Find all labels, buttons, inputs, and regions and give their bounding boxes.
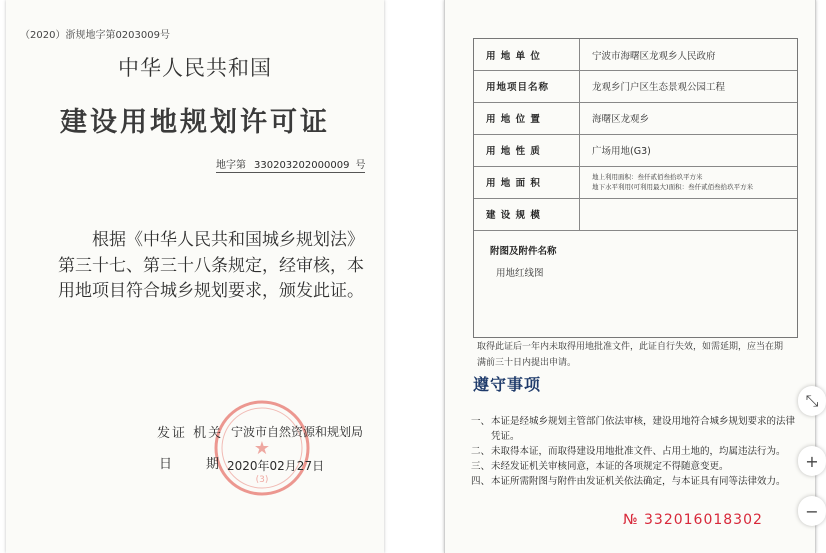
rule-item [471, 459, 801, 474]
rule-number: 三、 [471, 461, 491, 472]
doc-number: （2020）浙规地字第0203009号 [20, 30, 170, 41]
table-row [474, 39, 797, 71]
date-label-day: 日 [159, 457, 173, 472]
rule-item [471, 414, 801, 444]
plus-icon: + [805, 451, 819, 471]
date-label-period: 期 [206, 457, 220, 472]
issue-date: 2020年02月27日 [227, 459, 325, 473]
rules-title: 遵守事项 [473, 375, 542, 394]
table-row [474, 134, 797, 167]
area-line: 地下水平利用(可利用最大)面积：叁仟贰佰叁拾玖平方米 [592, 183, 754, 191]
table-row [474, 70, 797, 103]
cert-number-value: 330203202000009 [254, 160, 350, 171]
issuer-value: 宁波市自然资源和规划局 [231, 425, 364, 439]
certificate-left-page [6, 0, 384, 553]
rule-number: 一、 [471, 416, 491, 427]
rule-number: 二、 [471, 446, 491, 457]
certificate-number [216, 156, 365, 173]
table-key: 用 地 面 积 [474, 166, 580, 198]
zoom-out-button[interactable] [798, 496, 826, 526]
table-key: 建 设 规 模 [474, 198, 580, 230]
table-key: 用地项目名称 [474, 70, 580, 102]
table-value: 广场用地(G3) [592, 146, 651, 157]
fit-screen-button[interactable] [798, 386, 826, 416]
cert-prefix: 地字第 [216, 160, 246, 171]
certificate-body-text: 根据《中华人民共和国城乡规划法》第三十七、第三十八条规定，经审核，本用地项目符合城乡规划要求，颁发此证。 [58, 230, 364, 301]
rules-list [471, 414, 801, 489]
minus-icon: − [805, 501, 819, 521]
attachment-label: 附图及附件名称 [490, 246, 557, 257]
info-table [473, 38, 798, 338]
rule-number: 四、 [471, 476, 491, 487]
country-name: 中华人民共和国 [118, 56, 272, 80]
certificate-title: 建设用地规划许可证 [60, 107, 330, 138]
table-row [474, 166, 797, 199]
table-key: 用 地 位 置 [474, 102, 580, 134]
svg-text:★: ★ [253, 438, 271, 459]
table-value [592, 166, 793, 198]
fit-screen-icon: ⤡ [805, 391, 819, 410]
table-key: 用 地 性 质 [474, 134, 580, 166]
certificate-right-page [444, 0, 819, 553]
validity-notice: 取得此证后一年内未取得用地批准文件，此证自行失效，如需延期，应当在期满前三十日内提出申请。 [477, 342, 784, 368]
zoom-in-button[interactable] [798, 446, 826, 476]
area-line: 地上利用面积：叁仟贰佰叁拾玖平方米 [592, 173, 703, 181]
rule-item [471, 444, 801, 459]
table-value: 宁波市海曙区龙观乡人民政府 [592, 50, 716, 62]
rule-text: 未取得本证，而取得建设用地批准文件、占用土地的，均属违法行为。 [491, 446, 786, 457]
table-row [474, 102, 797, 135]
issuer-label: 发证 机关 [157, 426, 224, 441]
official-seal [212, 398, 312, 498]
serial-number: № 332016018302 [623, 512, 763, 528]
rule-text: 未经发证机关审核同意，本证的各项规定不得随意变更。 [491, 461, 729, 472]
attachment-value: 用地红线图 [496, 268, 544, 279]
rule-text: 本证是经城乡规划主管部门依法审核，建设用地符合城乡规划要求的法律凭证。 [491, 416, 796, 442]
cert-suffix: 号 [355, 160, 366, 171]
rule-item [471, 474, 801, 489]
table-row [474, 198, 797, 231]
table-value [592, 198, 793, 230]
rule-text: 本证所需附图与附件由发证机关依法确定，与本证具有同等法律效力。 [491, 476, 786, 487]
svg-text:(3): (3) [255, 475, 269, 485]
table-value: 龙观乡门户区生态景观公园工程 [592, 82, 726, 93]
table-key: 用 地 单 位 [474, 39, 580, 70]
table-value: 海曙区龙观乡 [592, 114, 650, 125]
